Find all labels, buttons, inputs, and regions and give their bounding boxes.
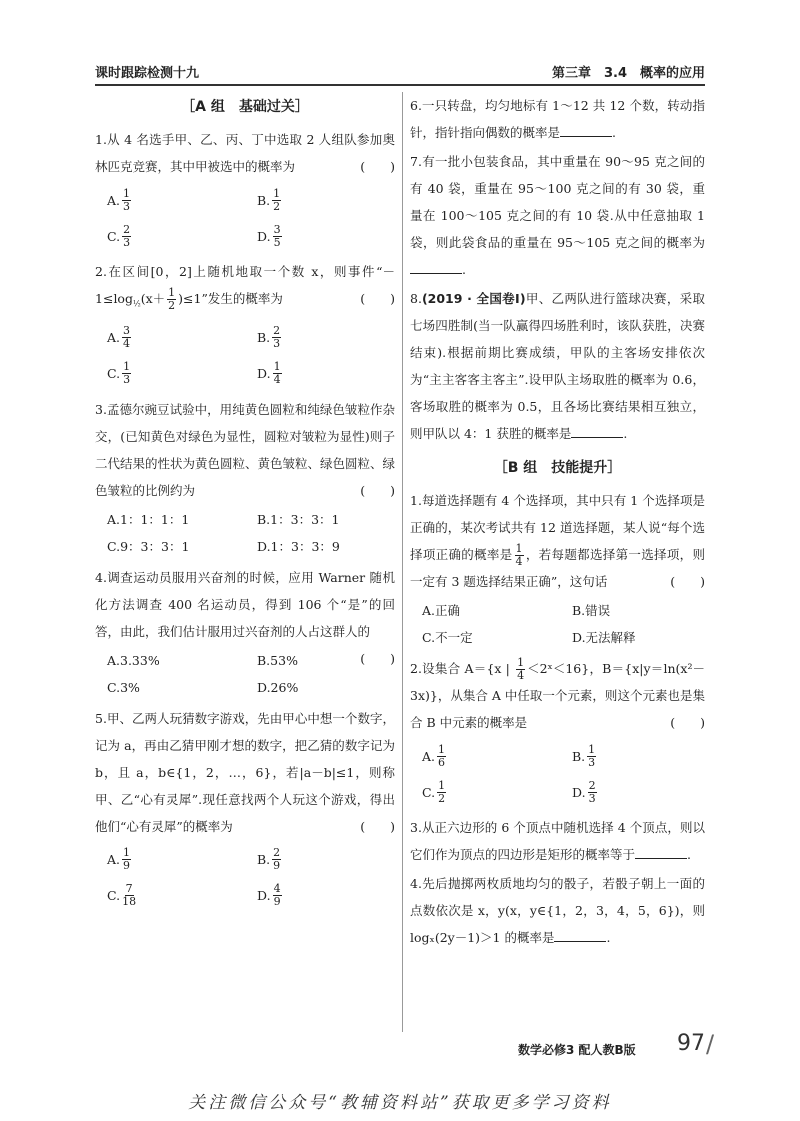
group-a-title: ［A 组 基础过关］ (181, 99, 309, 115)
answer-paren: ( ) (360, 482, 395, 498)
option-d: D. $\frac{2}{3}$ (572, 778, 596, 805)
answer-paren: ( ) (670, 715, 705, 730)
left-column (95, 92, 395, 918)
option-b: B. $\frac{1}{2}$ (257, 186, 281, 213)
header-rule (95, 84, 705, 86)
question-a2: 2.在区间[0，2]上随机地取一个数 x，则事件“$-1\le\log_{\frac{1}{2}}(x+$ $\frac{1}{2}$ )≤1”发生的概率为 ( ) A. $\frac{3}{4}$ B. $\frac{2}{3}$ C. $\frac{1}{3}$ D. $\frac{1}{4}$ (95, 258, 395, 392)
right-column (410, 92, 705, 953)
option-c: C.3% (107, 679, 140, 695)
question-a3: 3.孟德尔豌豆试验中，用纯黄色圆粒和纯绿色皱粒作杂交，(已知黄色对绿色为显性，圆粒对皱粒为显性)则子二代结果的性状为黄色圆粒、黄色皱粒、绿色圆粒、绿色皱粒的比例约为 ( ) A.1：1：1：1 B.1：3：3：1 C.9：3：3：1 D.1：3：3：9 (95, 396, 395, 560)
option-a: A. $\frac{1}{6}$ (422, 742, 446, 769)
watermark-text: 关注微信公众号“教辅资料站”获取更多学习资料 (188, 1093, 612, 1113)
option-c: C.9：3：3：1 (107, 538, 190, 554)
book-title: 数学必修3 配人教B版 (518, 1043, 636, 1057)
option-c: C. $\frac{1}{2}$ (422, 778, 446, 805)
question-text: 1.从 4 名选手甲、乙、丙、丁中选取 2 人组队参加奥林匹克竞赛，其中甲被选中的概率为 (95, 132, 395, 174)
question-b1: 1.每道选择题有 4 个选择项，其中只有 1 个选择项是正确的，某次考试共有 12 道选择题，某人说“每个选择项正确的概率是 $\frac{1}{4}$ ，若每题都选择第一选择项，则一定有 3 题选择结果正确”，这句话 ( ) A.正确 B.错误 C.不一定 D.无法解释 (410, 487, 705, 651)
question-a4: 4.调查运动员服用兴奋剂的时候，应用 Warner 随机化方法调查 400 名运动员，得到 106 个“是”的回答，由此，我们估计服用过兴奋剂的人占这群人的 ( ) A.3.33% B.53% C.3% D.26% (95, 564, 395, 701)
question-b2: 2.设集合 A＝{x | $\frac{1}{4}$ ＜2ˣ＜16}，B＝{x|y＝ln(x²－3x)}，从集合 A 中任取一个元素，则这个元素也是集合 B 中元素的概率是 ( ) A. $\frac{1}{6}$ B. $\frac{1}{3}$ C. $\frac{1}{2}$ D. $\frac{2}{3}$ (410, 655, 705, 810)
header-left: 课时跟踪检测十九 (95, 66, 200, 81)
column-divider (402, 92, 403, 1032)
options (95, 842, 395, 914)
question-a8: 8.(2019 · 全国卷Ⅰ)甲、乙两队进行篮球决赛，采取七场四胜制(当一队赢得四场胜利时，该队获胜，决赛结束).根据前期比赛成绩，甲队的主客场安排依次为“主主客客主客主”.设甲队主场取胜的概率为 0.6，客场取胜的概率为 0.5，且各场比赛结果相互独立，则甲队以 4：1 获胜的概率是 . (410, 291, 705, 441)
answer-paren: ( ) (360, 818, 395, 834)
question-b3: 3.从正六边形的 6 个顶点中随机选择 4 个顶点，则以它们作为顶点的四边形是矩形的概率等于 . (410, 820, 705, 862)
option-b: B.1：3：3：1 (257, 511, 340, 527)
question-a7: 7.有一批小包装食品，其中重量在 90～95 克之间的有 40 袋，重量在 95～100 克之间的有 30 袋，重量在 100～105 克之间的有 10 袋.从中任意抽取 1 袋，则此袋食品的重量在 95～105 克之间的概率为. (410, 154, 705, 277)
option-a: A. $\frac{1}{9}$ (107, 846, 131, 872)
option-c: C. $\frac{7}{18}$ (107, 882, 137, 908)
option-b: B. $\frac{2}{9}$ (257, 846, 281, 872)
options (95, 647, 360, 701)
option-a: A.正确 (422, 603, 461, 618)
option-d: D.26% (257, 679, 299, 695)
source-tag: (2019 · 全国卷Ⅰ) (421, 291, 526, 306)
question-b4: 4.先后抛掷两枚质地均匀的骰子，若骰子朝上一面的点数依次是 x，y(x，y∈{1，2，3，4，5，6})，则 logₓ(2y－1)＞1 的概率是 . (410, 876, 705, 945)
question-a6: 6.一只转盘，均匀地标有 1～12 共 12 个数，转动指针，指针指向偶数的概率是 . (410, 98, 705, 140)
answer-paren: ( ) (360, 159, 395, 174)
answer-blank[interactable] (554, 927, 606, 942)
option-d: D. $\frac{3}{5}$ (257, 222, 281, 249)
option-a: A.3.33% (107, 652, 160, 668)
answer-paren: ( ) (360, 291, 395, 306)
option-b: B.53% (257, 652, 298, 668)
group-b-title: ［B 组 技能提升］ (493, 460, 622, 476)
option-b: B. $\frac{2}{3}$ (257, 324, 281, 350)
answer-paren: ( ) (670, 574, 705, 589)
answer-blank[interactable] (560, 122, 612, 137)
options (410, 738, 705, 810)
option-a: A. $\frac{1}{3}$ (107, 186, 131, 213)
options (95, 182, 395, 254)
option-d: D.1：3：3：9 (257, 538, 340, 554)
header-right: 第三章 3.4 概率的应用 (551, 66, 705, 81)
options (95, 506, 395, 560)
question-a1 (95, 126, 395, 254)
option-c: C. $\frac{1}{3}$ (107, 360, 131, 386)
option-d: D.无法解释 (572, 630, 636, 645)
answer-blank[interactable] (410, 259, 462, 274)
page-slash: / (706, 1030, 715, 1058)
option-c: C. $\frac{2}{3}$ (107, 222, 131, 249)
option-d: D. $\frac{4}{9}$ (257, 882, 281, 908)
options (95, 320, 395, 392)
options (410, 597, 705, 651)
option-b: B. $\frac{1}{3}$ (572, 742, 596, 769)
option-b: B.错误 (572, 603, 611, 618)
question-a5: 5.甲、乙两人玩猜数字游戏，先由甲心中想一个数字，记为 a，再由乙猜甲刚才想的数字，把乙猜的数字记为 b，且 a，b∈{1，2，…，6}，若|a－b|≤1，则称甲、乙“心有灵犀”.现任意找两个人玩这个游戏，得出他们“心有灵犀”的概率为 ( ) A. $\frac{1}{9}$ B. $\frac{2}{9}$ C. $\frac{7}{18}$ D. $\frac{4}{9}$ (95, 705, 395, 914)
answer-blank[interactable] (635, 844, 687, 859)
option-a: A.1：1：1：1 (107, 511, 190, 527)
option-d: D. $\frac{1}{4}$ (257, 360, 281, 386)
answer-paren: ( ) (360, 650, 395, 666)
answer-blank[interactable] (571, 423, 623, 438)
page-number: 97 (677, 1031, 705, 1056)
option-a: A. $\frac{3}{4}$ (107, 324, 131, 350)
option-c: C.不一定 (422, 630, 473, 645)
